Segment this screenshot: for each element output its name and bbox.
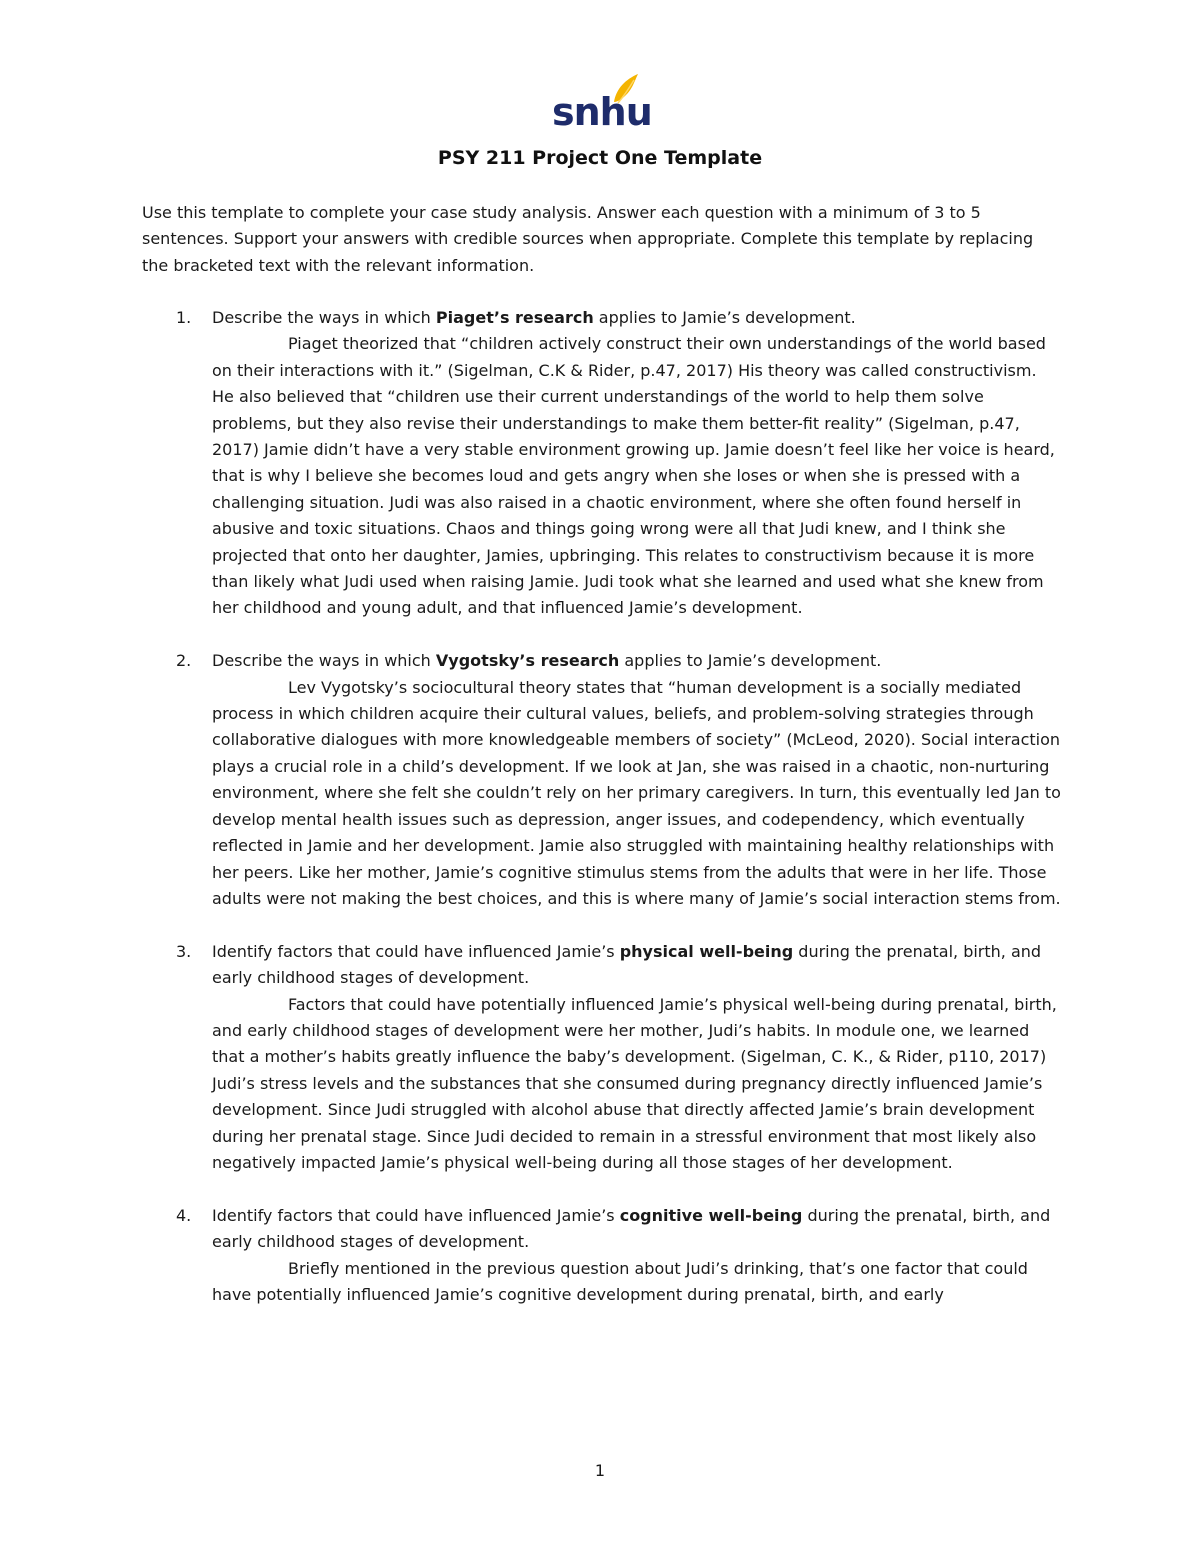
- question-item: [142, 305, 1062, 622]
- page-title: PSY 211 Project One Template: [437, 147, 763, 169]
- question-prompt: Describe the ways in which Vygotsky’s research applies to Jamie’s development.: [212, 651, 882, 671]
- question-number: 3.: [176, 941, 192, 961]
- answer-text: Briefly mentioned in the previous question about Judi’s drinking, that’s one factor that could have potentially influenced Jamie’s cognitive development during prenatal, birth, and early: [212, 1258, 1028, 1304]
- question-item: [142, 1203, 1062, 1309]
- question-prompt: Describe the ways in which Piaget’s research applies to Jamie’s development.: [212, 308, 856, 327]
- snhu-logo: [552, 72, 652, 134]
- question-prompt: Identify factors that could have influenced Jamie’s physical well-being during the prenatal, birth, and early childhood stages of development.: [212, 941, 1042, 988]
- question-number: 4.: [176, 1205, 192, 1225]
- answer-text: Factors that could have potentially influenced Jamie’s physical well-being during prenatal, birth, and early childhood stages of development were her mother, Judi’s habits. In module one, we learned that a mother’s habits greatly influence the baby’s development. (Sigelman, C. K., & Rider, p110, 2017) Judi’s stress levels and the substances that she consumed during pregnancy directly influenced Jamie’s development. Since Judi struggled with alcohol abuse that directly affected Jamie’s brain development during her prenatal stage. Since Judi decided to remain in a stressful environment that most likely also negatively impacted Jamie’s physical well-being during all those stages of her development.: [212, 994, 1057, 1172]
- question-prompt: Identify factors that could have influenced Jamie’s cognitive well-being during the prenatal, birth, and early childhood stages of development.: [212, 1205, 1051, 1252]
- question-list: [142, 305, 1062, 1335]
- question-item: [142, 939, 1062, 1177]
- answer-text: Piaget theorized that “children actively construct their own understandings of the world based on their interactions with it.” (Sigelman, C.K & Rider, p.47, 2017) His theory was called constructivism. He also believed that “children use their current understandings of the world to help them solve problems, but they also revise their understandings to make them better-fit reality” (Sigelman, p.47, 2017) Jamie didn’t have a very stable environment growing up. Jamie doesn’t feel like her voice is heard, that is why I believe she becomes loud and gets angry when she loses or when she is pressed with a challenging situation. Judi was also raised in a chaotic environment, where she often found herself in abusive and toxic situations. Chaos and things going wrong were all that Judi knew, and I think she projected that onto her daughter, Jamies, upbringing. This relates to constructivism because it is more than likely what Judi used when raising Jamie. Judi took what she learned and used what she knew from her childhood and young adult, and that influenced Jamie’s development.: [212, 334, 1055, 618]
- page-number: 1: [594, 1461, 606, 1480]
- intro-paragraph: Use this template to complete your case study analysis. Answer each question with a minimum of 3 to 5 sentences. Support your answers with credible sources when appropriate. Complete this template by replacing the bracketed text with the relevant information.: [142, 203, 1034, 275]
- question-number: 2.: [176, 651, 192, 671]
- answer-text: Lev Vygotsky’s sociocultural theory states that “human development is a socially mediated process in which children acquire their cultural values, beliefs, and problem-solving strategies through collaborative dialogues with more knowledgeable members of society” (McLeod, 2020). Social interaction plays a crucial role in a child’s development. If we look at Jan, she was raised in a chaotic, non-nurturing environment, where she felt she couldn’t rely on her primary caregivers. In turn, this eventually led Jan to develop mental health issues such as depression, anger issues, and codependency, which eventually reflected in Jamie and her development. Jamie also struggled with maintaining healthy relationships with her peers. Like her mother, Jamie’s cognitive stimulus stems from the adults that were in her life. Those adults were not making the best choices, and this is where many of Jamie’s social interaction stems from.: [212, 677, 1061, 908]
- question-item: [142, 648, 1062, 912]
- question-number: 1.: [176, 308, 192, 327]
- logo-wordmark: snhu: [552, 90, 652, 134]
